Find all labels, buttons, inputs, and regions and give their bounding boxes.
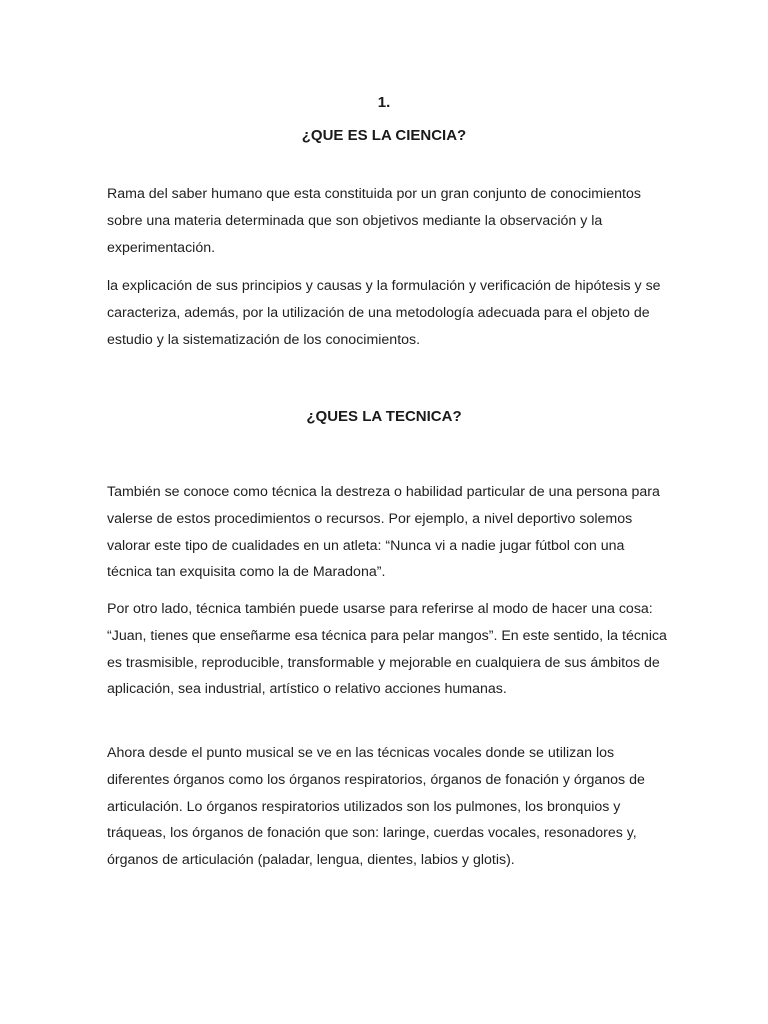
- tecnica-paragraph-1: También se conoce como técnica la destreza o habilidad particular de una persona para valerse de estos procedimientos o recursos. Por ejemplo, a nivel deportivo solemos valorar este tipo de cualidades en un atleta: “Nunca vi a nadie jugar fútbol con una técnica tan exquisita como la de Maradona”.: [107, 484, 660, 581]
- ciencia-paragraph-2: la explicación de sus principios y causas y la formulación y verificación de hipótesis y se caracteriza, además, por la utilización de una metodología adecuada para el objeto de estudio y la sistematización de los conocimientos.: [107, 278, 661, 348]
- heading-ques-la-tecnica: ¿QUES LA TECNICA?: [306, 408, 462, 425]
- ciencia-paragraph-1: Rama del saber humano que esta constituida por un gran conjunto de conocimientos sobre una materia determinada que son objetivos mediante la observación y la experimentación.: [107, 186, 641, 256]
- heading-que-es-la-ciencia: ¿QUE ES LA CIENCIA?: [301, 127, 467, 144]
- section-number: 1.: [377, 94, 391, 111]
- tecnica-paragraph-3: Ahora desde el punto musical se ve en las técnicas vocales donde se utilizan los diferentes órganos como los órganos respiratorios, órganos de fonación y órganos de articulación. Lo órganos respiratorios utilizados son los pulmones, los bronquios y tráqueas, los órganos de fonación que son: laringe, cuerdas vocales, resonadores y, órganos de articulación (paladar, lengua, dientes, labios y glotis).: [107, 745, 645, 869]
- tecnica-paragraph-2: Por otro lado, técnica también puede usarse para referirse al modo de hacer una cosa: “Juan, tienes que enseñarme esa técnica para pelar mangos”. En este sentido, la técnica es trasmisible, reproducible, transformable y mejorable en cualquiera de sus ámbitos de aplicación, sea industrial, artístico o relativo acciones humanas.: [107, 601, 667, 698]
